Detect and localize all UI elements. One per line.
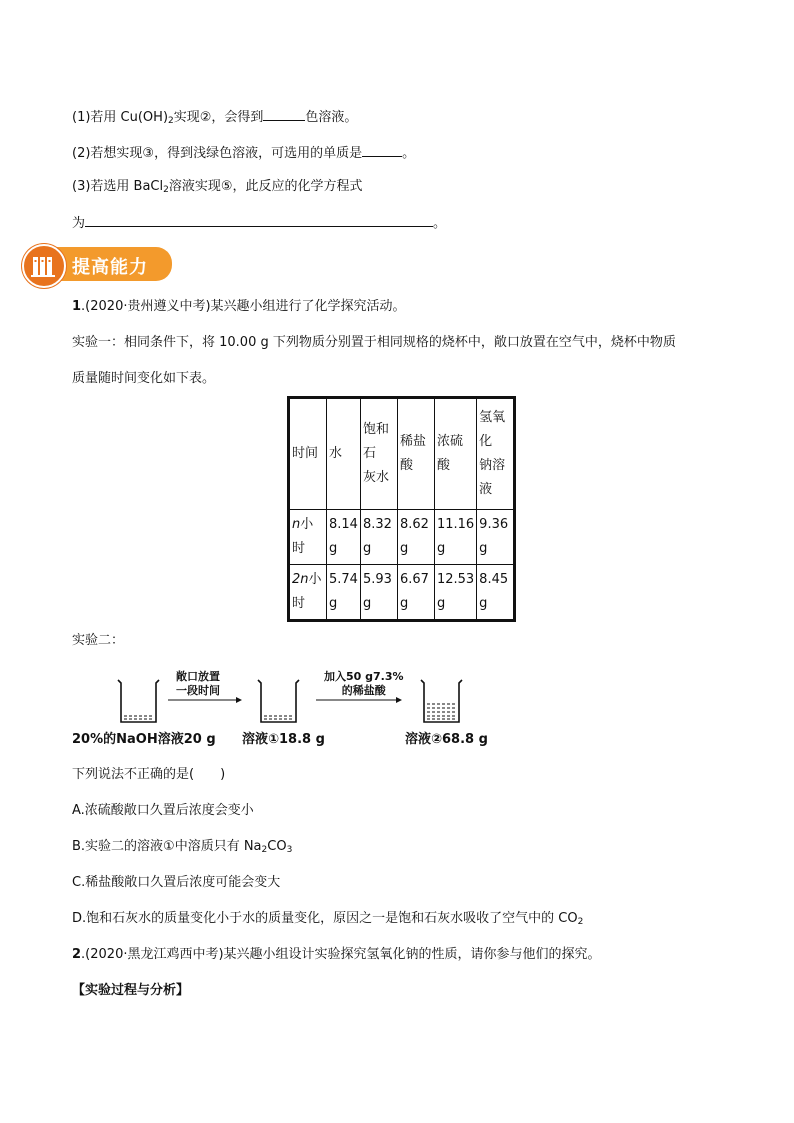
arrow2-label: 加入50 g7.3% 的稀盐酸 xyxy=(324,670,404,697)
step1-label: 20%的NaOH溶液20 g xyxy=(72,732,216,747)
table-cell: 5.74 g xyxy=(327,565,361,621)
option-b[interactable]: B.实验二的溶液①中溶质只有 $Na_2CO_3$ xyxy=(72,839,293,855)
step2-label: 溶液①18.8 g xyxy=(242,732,325,747)
table-cell: 5.93 g xyxy=(360,565,397,621)
option-d[interactable]: D.饱和石灰水的质量变化小于水的质量变化，原因之一是饱和石灰水吸收了空气中的 $CO_2$ xyxy=(72,911,584,927)
bookshelf-icon xyxy=(22,244,66,288)
beaker-2 xyxy=(258,680,299,722)
table-header-row xyxy=(289,398,515,510)
question-stem: 下列说法不正确的是( ) xyxy=(72,767,226,782)
table-row xyxy=(289,510,515,565)
table-cell: 11.16 g xyxy=(434,510,476,565)
problem2-header: 2.(2020·黑龙江鸡西中考)某兴趣小组设计实验探究氢氧化钠的性质，请你参与他们的探究。 xyxy=(72,947,601,962)
header-cell: 饱和 石 灰水 xyxy=(360,398,397,510)
table-cell: 8.62 g xyxy=(397,510,434,565)
option-c[interactable]: C.稀盐酸敞口久置后浓度可能会变大 xyxy=(72,875,281,890)
table-cell: 12.53 g xyxy=(434,565,476,621)
header-cell: 浓硫 酸 xyxy=(434,398,476,510)
table-cell: 6.67 g xyxy=(397,565,434,621)
beaker-3 xyxy=(421,680,462,722)
header-cell: 时间 xyxy=(289,398,327,510)
step3-label: 溶液②68.8 g xyxy=(405,732,488,747)
q1-part3: (3)若选用 BaCl$_2$溶液实现⑤，此反应的化学方程式 xyxy=(72,179,363,195)
q1-part1: (1)若用 $Cu(OH)_2$实现②，会得到 色溶液。 xyxy=(72,106,357,127)
exp1-line2: 质量随时间变化如下表。 xyxy=(72,371,216,386)
time-cell: 2n小 时 xyxy=(289,565,327,621)
beaker-1 xyxy=(118,680,159,722)
section-banner xyxy=(22,244,174,286)
q1-part3-line2: 为 。 xyxy=(72,212,446,233)
header-cell: 水 xyxy=(327,398,361,510)
table-cell: 9.36 g xyxy=(477,510,515,565)
exp2-label: 实验二： xyxy=(72,633,125,648)
header-cell: 稀盐 酸 xyxy=(397,398,434,510)
answer-blank[interactable] xyxy=(85,212,433,227)
option-a[interactable]: A.浓硫酸敞口久置后浓度会变小 xyxy=(72,803,254,818)
table-cell: 8.14 g xyxy=(327,510,361,565)
arrow1-label: 敞口放置 一段时间 xyxy=(176,670,220,697)
q1-part2: (2)若想实现③，得到浅绿色溶液，可选用的单质是 。 xyxy=(72,142,415,163)
problem1-header: 1.(2020·贵州遵义中考)某兴趣小组进行了化学探究活动。 xyxy=(72,299,406,314)
table-row xyxy=(289,565,515,621)
banner-title: 提高能力 xyxy=(72,257,148,278)
exp1-line1: 实验一：相同条件下，将 10.00 g 下列物质分别置于相同规格的烧杯中，敞口放置在空气中，烧杯中物质 xyxy=(72,335,676,350)
table-cell: 8.45 g xyxy=(477,565,515,621)
answer-blank[interactable] xyxy=(362,142,402,157)
header-cell: 氢氧 化 钠溶 液 xyxy=(477,398,515,510)
section-heading: 【实验过程与分析】 xyxy=(72,983,190,998)
table-cell: 8.32 g xyxy=(360,510,397,565)
time-cell: n小 时 xyxy=(289,510,327,565)
answer-blank[interactable] xyxy=(263,106,305,121)
mass-change-table xyxy=(287,396,516,622)
